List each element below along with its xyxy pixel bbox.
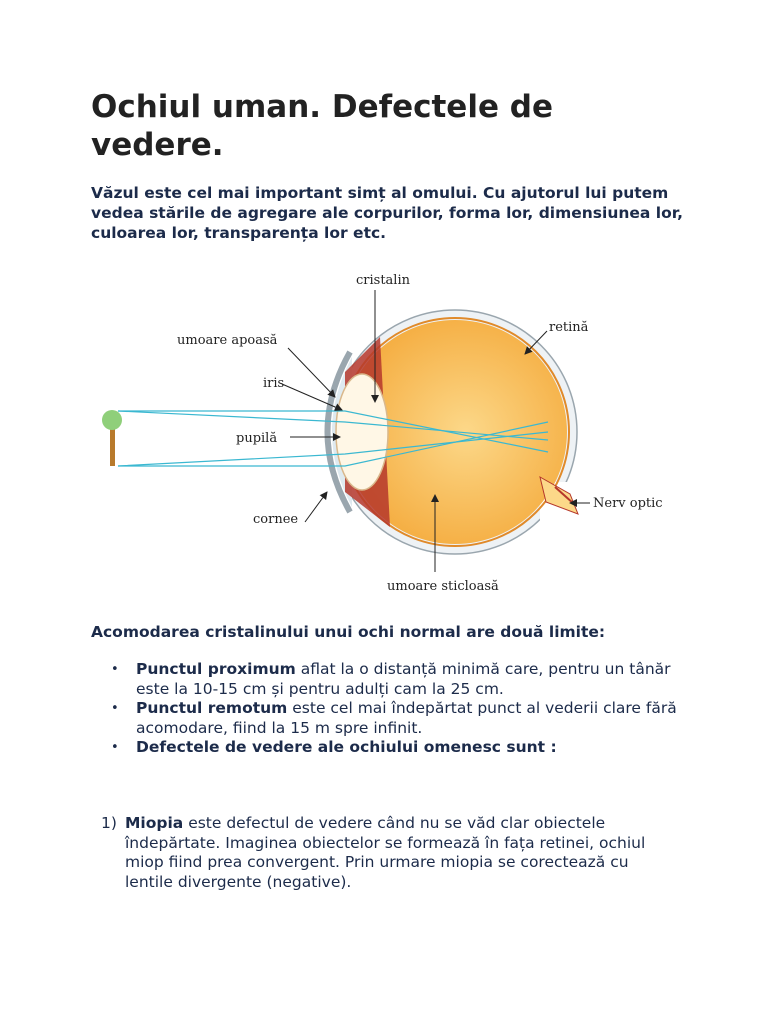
page-title: Ochiul uman. Defectele de vedere. xyxy=(91,89,553,163)
term-remotum: Punctul remotum xyxy=(136,699,288,717)
label-cristalin: cristalin xyxy=(356,273,410,288)
miopia-text: este defectul de vedere când nu se văd clar obiectele îndepărtate. Imaginea obiectelor se formează în fața retinei, ochiul miop fiind prea convergent. Prin urmare miopia se corectează cu lentile divergente (negative). xyxy=(125,814,646,891)
bullet-icon: • xyxy=(111,701,119,716)
label-iris: iris xyxy=(263,376,285,391)
label-umoare-apoasa: umoare apoasă xyxy=(177,333,278,348)
list-item xyxy=(91,738,681,758)
list-item xyxy=(101,814,681,892)
term-proximum: Punctul proximum xyxy=(136,660,296,678)
label-retina: retină xyxy=(549,320,589,335)
bullet-icon: • xyxy=(111,662,119,677)
term-miopia: Miopia xyxy=(125,814,184,832)
remotum-text: este cel mai îndepărtat punct al vederii clare fără acomodare, fiind la 15 m spre infinit. xyxy=(136,699,677,737)
limits-list xyxy=(91,660,681,758)
label-nerv-optic: Nerv optic xyxy=(593,496,663,511)
label-cornee: cornee xyxy=(253,512,299,527)
item-number: 1) xyxy=(101,814,117,832)
bullet-icon: • xyxy=(111,740,119,755)
tree-icon xyxy=(102,410,122,466)
section-heading: Acomodarea cristalinului unui ochi normal are două limite: xyxy=(91,623,606,641)
label-pupila: pupilă xyxy=(236,431,278,446)
list-item xyxy=(91,660,681,699)
list-item xyxy=(91,699,681,738)
proximum-text: aflat la o distanță minimă care, pentru un tânăr este la 10-15 cm și pentru adulți cam la 25 cm. xyxy=(136,660,671,698)
term-defects: Defectele de vedere ale ochiului omenesc sunt : xyxy=(136,738,557,756)
defects-list xyxy=(101,814,681,892)
eye-diagram xyxy=(100,262,670,602)
intro-paragraph: Văzul este cel mai important simț al omului. Cu ajutorul lui putem vedea stările de agregare ale corpurilor, forma lor, dimensiunea lor, culoarea lor, transparența lor etc. xyxy=(91,184,683,242)
label-umoare-sticloasa: umoare sticloasă xyxy=(387,579,499,594)
eye-diagram-svg xyxy=(100,262,670,602)
